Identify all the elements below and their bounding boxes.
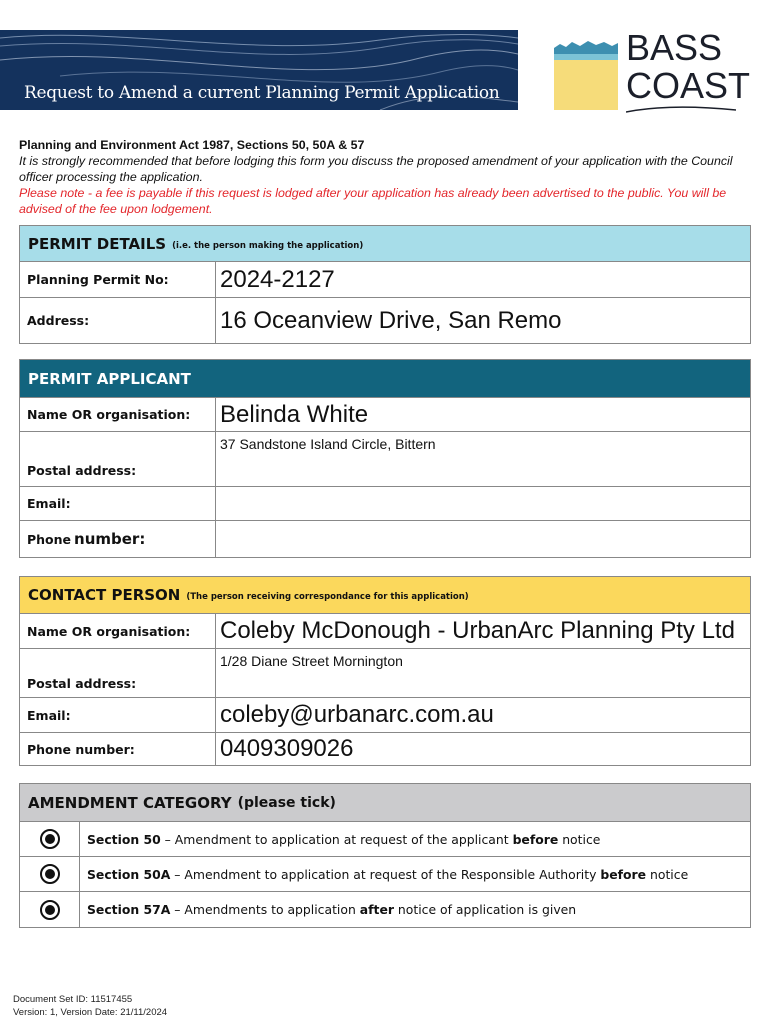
field-label-large: number: xyxy=(74,530,146,548)
description: notice of application is given xyxy=(393,902,577,917)
emphasis: before xyxy=(512,831,559,847)
field-label: Name OR organisation: xyxy=(20,398,216,431)
contact-email-row xyxy=(20,698,750,733)
contact-postal-field[interactable]: 1/28 Diane Street Mornington xyxy=(220,653,403,669)
amendment-option-row xyxy=(20,892,750,927)
logo-underline-icon xyxy=(626,106,736,114)
section-title: CONTACT PERSON xyxy=(28,586,181,604)
act-reference: Planning and Environment Act 1987, Sections 50, 50A & 57 xyxy=(19,138,365,152)
field-label: Phone number: xyxy=(20,733,216,765)
section-57a-radio[interactable] xyxy=(40,900,60,920)
section-50-description xyxy=(80,822,750,856)
emphasis: after xyxy=(359,902,394,917)
permit-details-section xyxy=(19,225,751,344)
section-title: PERMIT DETAILS xyxy=(28,234,167,253)
section-title: PERMIT APPLICANT xyxy=(28,369,191,388)
applicant-email-field[interactable] xyxy=(216,487,750,520)
header-banner xyxy=(0,30,518,110)
radio-selected-dot xyxy=(45,905,55,915)
intro-text xyxy=(19,137,739,217)
field-label: Postal address: xyxy=(20,649,216,697)
radio-selected-dot xyxy=(45,869,55,879)
section-subtitle: (The person receiving correspondance for this application) xyxy=(186,592,469,602)
section-title: AMENDMENT CATEGORY xyxy=(28,793,232,812)
permit-applicant-section xyxy=(19,359,751,558)
amendment-category-section xyxy=(19,783,751,928)
description: notice xyxy=(558,831,601,847)
amendment-category-header xyxy=(20,784,750,822)
field-label: Address: xyxy=(20,298,216,343)
radio-cell xyxy=(20,892,80,927)
contact-person-section xyxy=(19,576,751,766)
field-label: Planning Permit No: xyxy=(20,262,216,297)
applicant-email-row xyxy=(20,487,750,521)
version-info: Version: 1, Version Date: 21/11/2024 xyxy=(13,1007,168,1018)
field-label: Postal address: xyxy=(20,432,216,486)
description: – Amendment to application at request of the applicant xyxy=(160,831,513,847)
amendment-option-row xyxy=(20,822,750,857)
contact-phone-row xyxy=(20,733,750,765)
field-label: Email: xyxy=(20,487,216,520)
section-50a-radio[interactable] xyxy=(40,864,60,884)
document-footer xyxy=(13,993,167,1019)
emphasis: before xyxy=(600,866,647,882)
fee-note: Please note - a fee is payable if this request is lodged after your application has already been advertised to the public. You will be advised of the fee upon lodgement. xyxy=(19,186,727,216)
contact-postal-row xyxy=(20,649,750,698)
contact-name-row xyxy=(20,614,750,649)
section-subtitle: (i.e. the person making the application) xyxy=(172,240,364,251)
section-name: Section 57A xyxy=(87,902,171,917)
recommendation-text: It is strongly recommended that before lodging this form you discuss the proposed amendment of your application with the Council officer processing the application. xyxy=(19,154,733,184)
field-label: Phone xyxy=(27,531,72,547)
permit-applicant-header xyxy=(20,360,750,398)
permit-no-field[interactable]: 2024-2127 xyxy=(220,265,335,293)
radio-cell xyxy=(20,857,80,891)
field-label: Email: xyxy=(20,698,216,732)
contact-email-field[interactable]: coleby@urbanarc.com.au xyxy=(220,701,494,728)
contact-person-header xyxy=(20,577,750,614)
address-row xyxy=(20,298,750,343)
logo-text-coast: COAST xyxy=(626,65,751,106)
radio-cell xyxy=(20,822,80,856)
contact-phone-field[interactable]: 0409309026 xyxy=(220,735,354,762)
applicant-phone-row xyxy=(20,521,750,557)
section-title-suffix: (please tick) xyxy=(237,794,336,811)
applicant-postal-row xyxy=(20,432,750,487)
applicant-name-row xyxy=(20,398,750,432)
form-title: Request to Amend a current Planning Permit Application xyxy=(24,83,500,103)
description: – Amendments to application xyxy=(170,902,360,917)
contact-name-field[interactable]: Coleby McDonough - UrbanArc Planning Pty Ltd xyxy=(220,617,735,644)
permit-details-header xyxy=(20,226,750,262)
field-label: Name OR organisation: xyxy=(20,614,216,648)
document-id: Document Set ID: 11517455 xyxy=(13,994,133,1005)
section-name: Section 50A xyxy=(87,866,171,882)
section-50-radio[interactable] xyxy=(40,829,60,849)
phone-label xyxy=(20,521,216,557)
description: notice xyxy=(646,866,689,882)
logo-mark-icon xyxy=(554,30,618,110)
section-57a-description xyxy=(80,892,750,927)
applicant-name-field[interactable]: Belinda White xyxy=(220,400,369,428)
radio-selected-dot xyxy=(45,834,55,844)
section-50a-description xyxy=(80,857,750,891)
applicant-postal-field[interactable]: 37 Sandstone Island Circle, Bittern xyxy=(220,436,436,452)
section-name: Section 50 xyxy=(87,831,161,847)
logo-text-bass: BASS xyxy=(626,27,723,68)
applicant-phone-field[interactable] xyxy=(216,521,750,557)
amendment-option-row xyxy=(20,857,750,892)
description: – Amendment to application at request of the Responsible Authority xyxy=(170,866,601,882)
permit-no-row xyxy=(20,262,750,298)
address-field[interactable]: 16 Oceanview Drive, San Remo xyxy=(220,306,562,334)
bass-coast-logo xyxy=(554,27,754,112)
